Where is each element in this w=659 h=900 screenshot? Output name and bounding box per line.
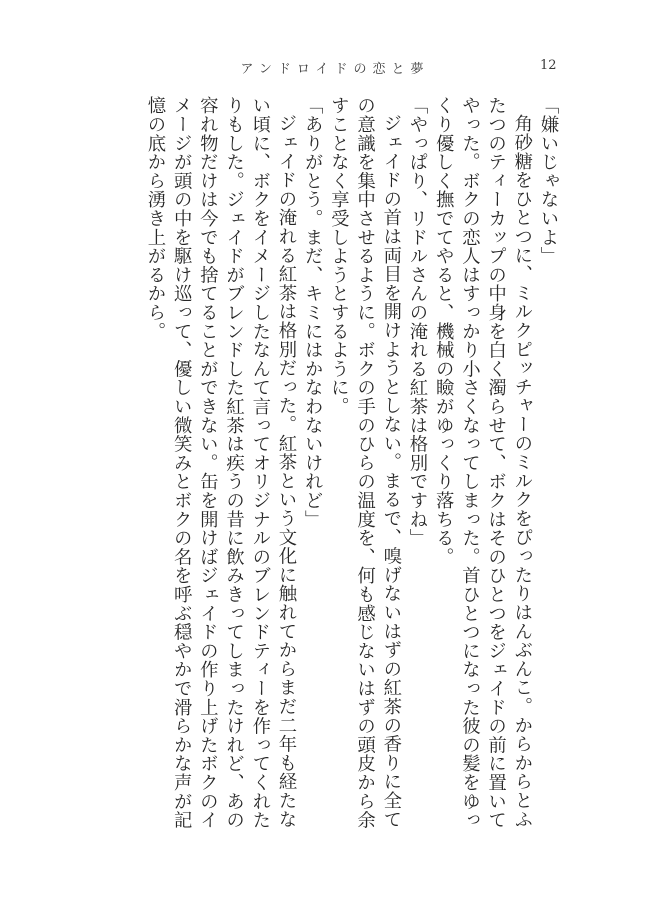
running-head-title: アンドロイドの恋と夢 bbox=[240, 62, 430, 77]
paragraph-dialogue: 「嫌いじゃないよ」 bbox=[538, 96, 559, 266]
paragraph-narration: 角砂糖をひとつに、ミルクピッチャーのミルクをぴったりはんぶんこ。からからとふたつのティーカップの中身を白く濁らせて、ボクはそのひとつをジェイドの前に置いてやった。ボクの恋人はすっかり小さくなってしまった。首ひとつになった彼の髪をゆっくり優しく撫でてやると、機械の瞼がゆっくり落ちる。 bbox=[433, 96, 533, 830]
paragraph-narration: ジェイドの首は両目を開けようとしない。まるで、嗅げないはずの紅茶の香りに全ての意識を集中させるように。ボクの手のひらの温度を、何も感じないはずの頭皮から余すことなく享受しようとするように。 bbox=[328, 96, 402, 830]
paragraph-narration: ジェイドの淹れる紅茶は格別だった。紅茶という文化に触れてからまだ二年も経たない頃に、ボクをイメージしたなんて言ってオリジナルのブレンドティーを作ってくれたりもした。ジェイドがブレンドした紅茶は疾うの昔に飲みきってしまったけれど、あの容れ物だけは今でも捨てることができない。缶を開けばジェイドの作り上げたボクのイメージが頭の中を駆け巡って、優しい微笑みとボクの名を呼ぶ穏やかで滑らかな声が記憶の底から湧き上がるから。 bbox=[144, 96, 297, 830]
vertical-body-text bbox=[101, 96, 561, 836]
paragraph-dialogue: 「やっぱり、リドルさんの淹れる紅茶は格別ですね」 bbox=[406, 96, 428, 548]
page-number: 12 bbox=[540, 58, 557, 73]
paragraph-dialogue: 「ありがとう。まだ、キミにはかなわないけれど」 bbox=[302, 96, 324, 529]
